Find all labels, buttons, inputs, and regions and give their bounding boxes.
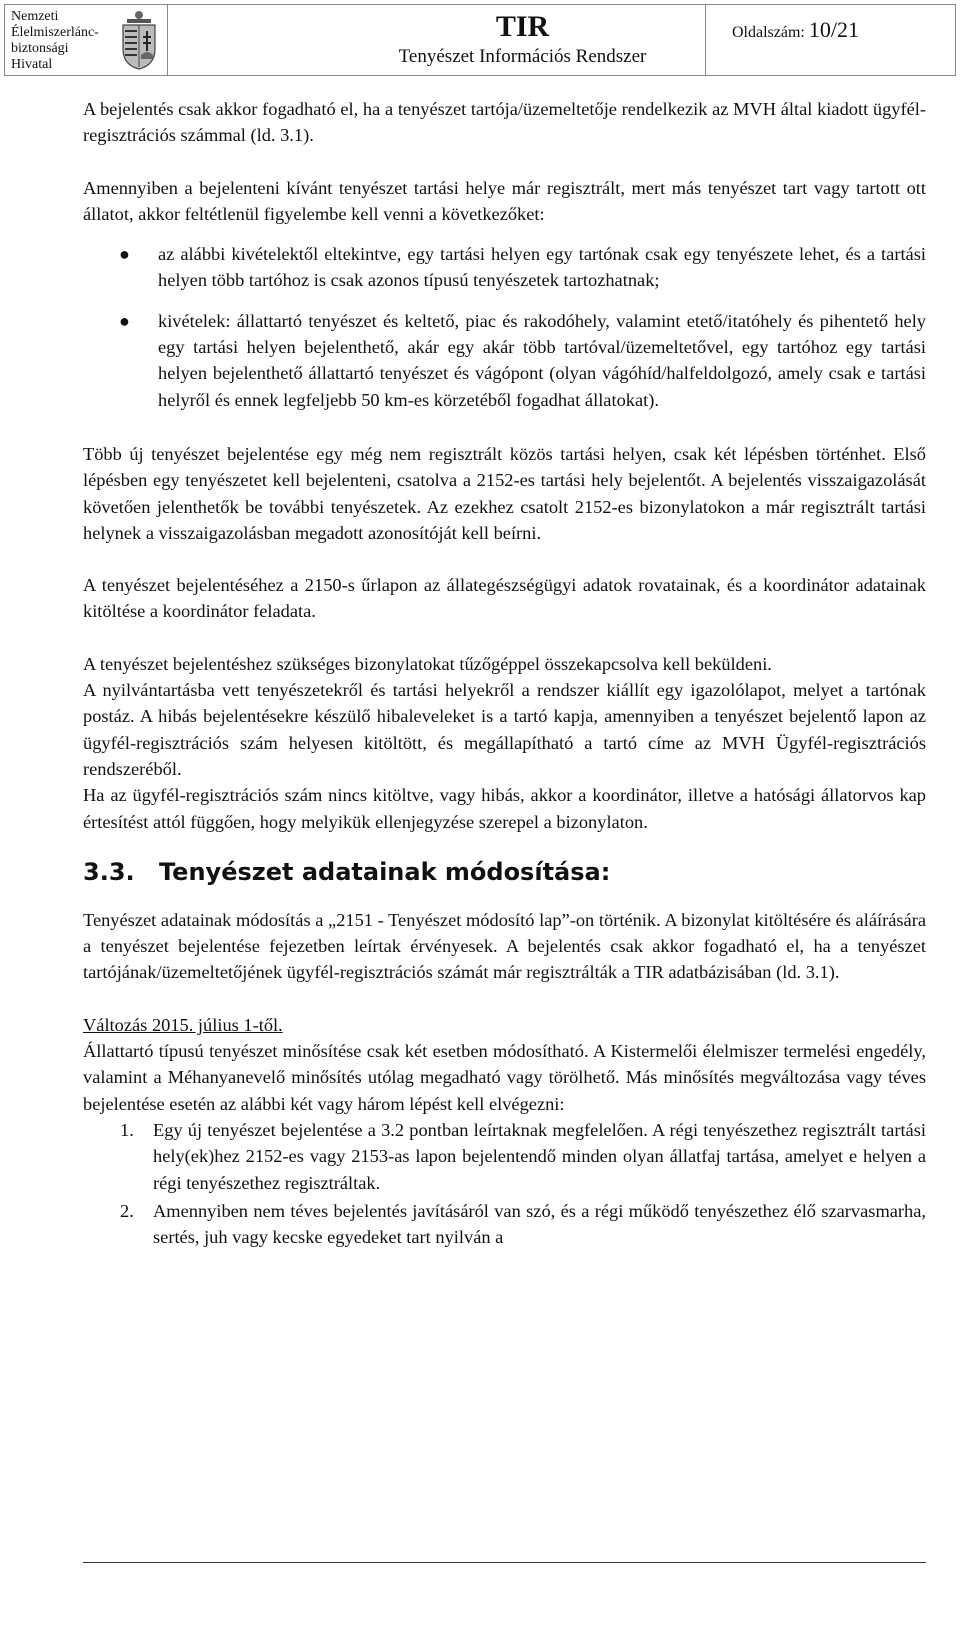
paragraph: Amennyiben a bejelenteni kívánt tenyészet tartási helye már regisztrált, mert más tenyészet tart vagy tartott ott állatot, akkor feltétlenül figyelembe kell venni a következőket: [83,177,926,224]
paragraph: A bejelentés csak akkor fogadható el, ha a tenyészet tartója/üzemeltetője rendelkezik az MVH által kiadott ügyfél-regisztrációs számmal (ld. 3.1). [83,99,926,146]
section-number: 3.3. [83,857,135,886]
header-title-block [350,9,695,69]
change-note: Változás 2015. július 1-től. [83,1014,283,1035]
agency-line: biztonsági [11,41,69,56]
paragraph: Tenyészet adatainak módosítás a „2151 - Tenyészet módosító lap”-on történik. A bizonylat kitöltésére és aláírására a tenyészet bejelentése fejezetben leírtak érvényesek. A bejelentés csak akkor fogadható el, ha a tenyészet tartójának/üzemeltetőjének ügyfél-regisztrációs számát már regisztrálták a TIR adatbázisában (ld. 3.1). [83,909,926,983]
paragraph: Állattartó típusú tenyészet minősítése csak két esetben módosítható. A Kistermelői élelmiszer termelési engedély, valamint a Méhanyanevelő minősítés utólag megadható vagy törölhető. Más minősítés megváltozása vagy téves bejelentése esetén az alábbi két vagy három lépést kell elvégezni: [83,1041,926,1114]
coat-of-arms-icon [117,9,161,71]
agency-line: Élelmiszerlánc- [11,25,99,40]
list-item [83,1117,926,1196]
paragraph: Több új tenyészet bejelentése egy még nem regisztrált közös tartási helyen, csak két lépésben történhet. Első lépésben egy tenyészetet kell bejelenteni, csatolva a 2152-es tartási hely bejelentőt. A bejelentés visszaigazolását követően jelenthetők be további tenyészetek. Az ezekhez csatolt 2152-es bizonylatokon a már regisztrált tartási helynek a visszaigazolásban megadott azonosítóját kell beírni. [83,443,926,543]
bullet-list [83,241,926,413]
agency-name [11,9,116,73]
document-body [83,96,926,1252]
step-text: Amennyiben nem téves bejelentés javításáról van szó, és a régi működő tenyészethez élő szarvasmarha, sertés, juh vagy kecske egyedeket tart nyilván a [153,1200,926,1248]
list-item-text: kivételek: állattartó tenyészet és keltető, piac és rakodóhely, valamint etető/itatóhely és pihentető hely egy tartási helyen bejelenthető, akár egy akár több tartóval/üzemeltetővel, egy tartóhoz egy tartási helyen bejelenthető állattartó tenyészet és vágópont (olyan vágóhíd/halfeldolgozó, amely csak e tartási helyről és ennek legfeljebb 50 km-es körzetéből fogadhat állatokat). [158,310,926,410]
document-title: TIR [495,10,550,43]
step-number: 1. [120,1119,134,1140]
header-divider [705,5,706,75]
agency-line: Hivatal [11,57,53,72]
section-heading [83,857,926,887]
page-header [4,4,956,76]
list-item [83,1198,926,1251]
paragraph: Ha az ügyfél-regisztrációs szám nincs kitöltve, vagy hibás, akkor a koordinátor, illetve a hatósági állatorvos kap értesítést attól függően, hogy melyikük ellenjegyzése szerepel a bizonylaton. [83,785,926,832]
page-number: 10/21 [808,17,859,42]
footer-divider [83,1562,926,1563]
header-divider [167,5,168,75]
bullet-dot-icon: ● [119,244,130,265]
list-item-text: az alábbi kivételektől eltekintve, egy tartási helyen egy tartónak csak egy tenyészete lehet, és a tartási helyen több tartóhoz is csak azonos típusú tenyészetek tartozhatnak; [158,244,926,291]
paragraph: A tenyészet bejelentéshez szükséges bizonylatokat tűzőgéppel összekapcsolva kell beküldeni. [83,653,772,674]
agency-line: Nemzeti [11,9,59,24]
section-title: Tenyészet adatainak módosítása: [159,857,611,886]
bullet-dot-icon: ● [119,310,130,331]
steps-list [83,1117,926,1250]
list-item [83,308,926,413]
step-number: 2. [120,1200,134,1221]
step-text: Egy új tenyészet bejelentése a 3.2 pontban leírtaknak megfelelően. A régi tenyészethez regisztrált tartási hely(ek)hez 2152-es vagy 2153-as lapon bejelentendő minden olyan állatfaj tartása, amelyet e helyen a régi tenyészethez regisztráltak. [153,1119,926,1193]
page-number-label: Oldalszám: [732,24,805,41]
list-item [83,241,926,294]
page-number-block [732,17,859,43]
document-subtitle: Tenyészet Információs Rendszer [398,46,647,67]
paragraph: A tenyészet bejelentéséhez a 2150-s űrlapon az állategészségügyi adatok rovatainak, és a koordinátor adatainak kitöltése a koordinátor feladata. [83,575,926,622]
paragraph: A nyilvántartásba vett tenyészetekről és tartási helyekről a rendszer kiállít egy igazolólapot, melyet a tartónak postáz. A hibás bejelentésekre készülő hibaleveleket is a tartó kapja, amennyiben a tenyészet bejelentő lapon az ügyfél-regisztrációs szám helyesen kitöltött, és megállapítható a tartó címe az MVH Ügyfél-regisztrációs rendszeréből. [83,680,926,779]
